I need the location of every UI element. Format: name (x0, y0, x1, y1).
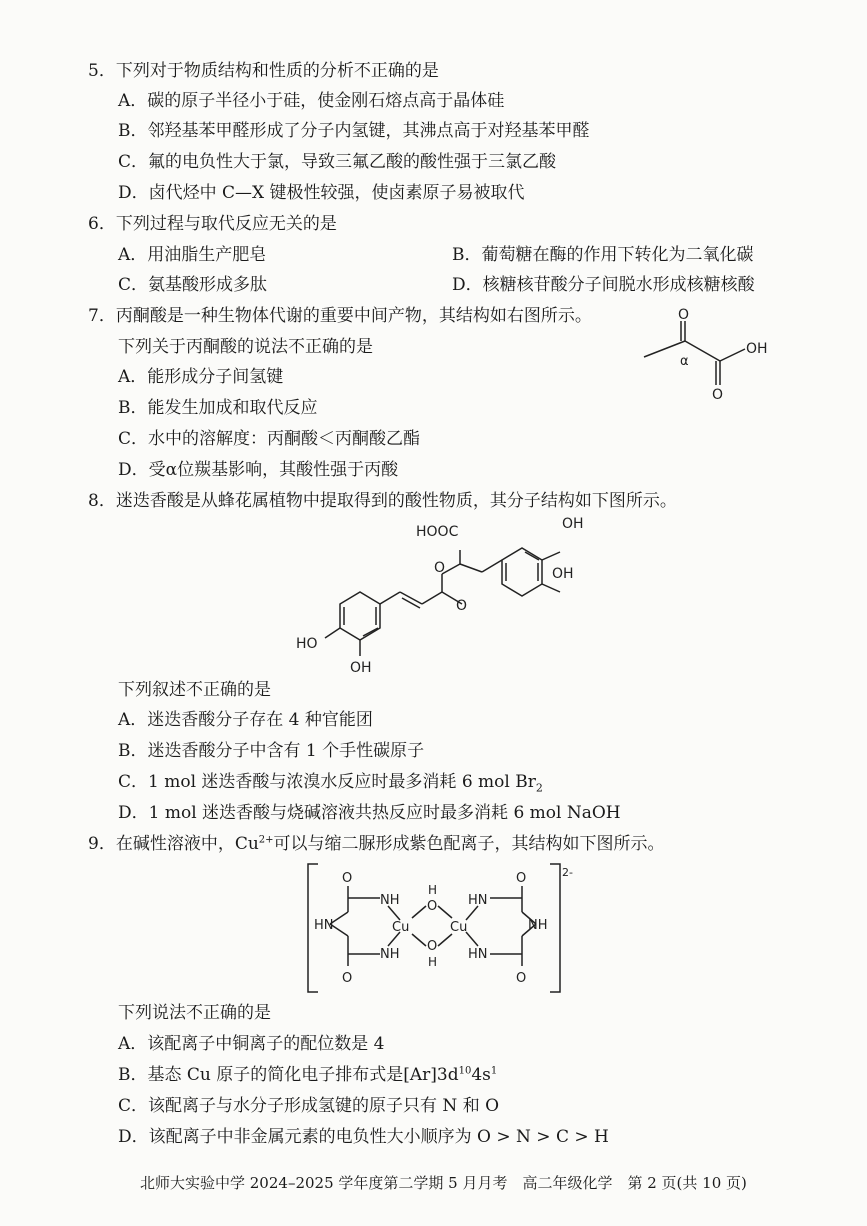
q9-option-a: A．该配离子中铜离子的配位数是 4 (118, 1034, 385, 1054)
q5-option-a: A．碳的原子半径小于硅，使金刚石熔点高于晶体硅 (118, 91, 505, 111)
q6-option-c: C．氨基酸形成多肽 (118, 275, 268, 295)
q6-option-a: A．用油脂生产肥皂 (118, 245, 267, 265)
q8-subprompt: 下列叙述不正确的是 (118, 680, 271, 700)
question-6-stem: 6．下列过程与取代反应无关的是 (88, 214, 337, 234)
q5-option-b: B．邻羟基苯甲醛形成了分子内氢键，其沸点高于对羟基苯甲醛 (118, 121, 590, 141)
page-footer: 北师大实验中学 2024–2025 学年度第二学期 5 月月考 高二年级化学 第 2 页(共 10 页) (140, 1174, 747, 1192)
complex-o-top-left: O (342, 871, 353, 886)
question-8-stem: 8．迷迭香酸是从蜂花属植物中提取得到的酸性物质，其分子结构如下图所示。 (88, 491, 677, 511)
pyruvic-oh: OH (746, 341, 768, 357)
pyruvic-o-top: O (678, 307, 690, 323)
biuret-copper-complex-structure (300, 858, 590, 1000)
q9-option-d: D．该配离子中非金属元素的电负性大小顺序为 O > N > C > H (118, 1127, 609, 1147)
q8-option-a: A．迷迭香酸分子存在 4 种官能团 (118, 710, 373, 730)
complex-hn-top-right: HN (468, 893, 488, 908)
complex-nh-right: NH (528, 918, 548, 933)
complex-o-top-right: O (516, 871, 527, 886)
q8-option-d: D．1 mol 迷迭香酸与烧碱溶液共热反应时最多消耗 6 mol NaOH (118, 803, 621, 823)
q7-option-b: B．能发生加成和取代反应 (118, 398, 318, 418)
pyruvic-alpha-label: α (680, 354, 689, 369)
pyruvic-acid-structure (630, 305, 780, 405)
rosmarinic-ho-left: HO (296, 636, 318, 652)
complex-h-top: H (428, 883, 438, 897)
rosmarinic-oh-bottom: OH (350, 660, 372, 676)
complex-nh-bottom-left: NH (380, 947, 400, 962)
pyruvic-o-bottom: O (712, 387, 724, 403)
complex-hn-bottom-right: HN (468, 947, 488, 962)
q9-option-b: B．基态 Cu 原子的简化电子排布式是$[Ar]3d^{10}4s^1$ (118, 1065, 498, 1085)
q6-option-d: D．核糖核苷酸分子间脱水形成核糖核酸 (452, 275, 755, 295)
complex-h-bottom: H (428, 955, 438, 969)
q9-subprompt: 下列说法不正确的是 (118, 1003, 271, 1023)
rosmarinic-carbonyl-o: O (456, 598, 468, 614)
q8-option-b: B．迷迭香酸分子中含有 1 个手性碳原子 (118, 741, 425, 761)
complex-nh-top-left: NH (380, 893, 400, 908)
rosmarinic-hooc: HOOC (416, 524, 459, 540)
q7-option-c: C．水中的溶解度：丙酮酸＜丙酮酸乙酯 (118, 429, 421, 449)
question-7-stem: 7．丙酮酸是一种生物体代谢的重要中间产物，其结构如右图所示。 (88, 306, 592, 326)
complex-o-bridge-bottom: O (427, 939, 438, 954)
complex-charge: 2- (562, 866, 573, 879)
q8-option-c: C．1 mol 迷迭香酸与浓溴水反应时最多消耗 6 mol $Br_2$ (118, 772, 543, 795)
question-9-stem: 9．在碱性溶液中，$Cu^{2+}$可以与缩二脲形成紫色配离子，其结构如下图所示。 (88, 834, 665, 854)
complex-cu-right: Cu (450, 920, 468, 935)
complex-o-bottom-left: O (342, 971, 353, 986)
question-5-stem: 5．下列对于物质结构和性质的分析不正确的是 (88, 61, 439, 81)
q5-option-d: D．卤代烃中 C—X 键极性较强，使卤素原子易被取代 (118, 183, 525, 203)
q7-option-d: D．受α位羰基影响，其酸性强于丙酸 (118, 460, 399, 480)
q6-option-b: B．葡萄糖在酶的作用下转化为二氧化碳 (452, 245, 754, 265)
q7-subprompt: 下列关于丙酮酸的说法不正确的是 (118, 337, 373, 357)
rosmarinic-oh-top: OH (562, 516, 584, 532)
complex-cu-left: Cu (392, 920, 410, 935)
complex-o-bottom-right: O (516, 971, 527, 986)
rosmarinic-acid-structure (270, 512, 610, 684)
q7-option-a: A．能形成分子间氢键 (118, 367, 284, 387)
q9-option-c: C．该配离子与水分子形成氢键的原子只有 N 和 O (118, 1096, 500, 1116)
complex-o-bridge-top: O (427, 899, 438, 914)
rosmarinic-ester-o: O (434, 560, 446, 576)
rosmarinic-oh-right: OH (552, 566, 574, 582)
complex-hn-left: HN (314, 918, 334, 933)
q5-option-c: C．氟的电负性大于氯，导致三氟乙酸的酸性强于三氯乙酸 (118, 152, 557, 172)
